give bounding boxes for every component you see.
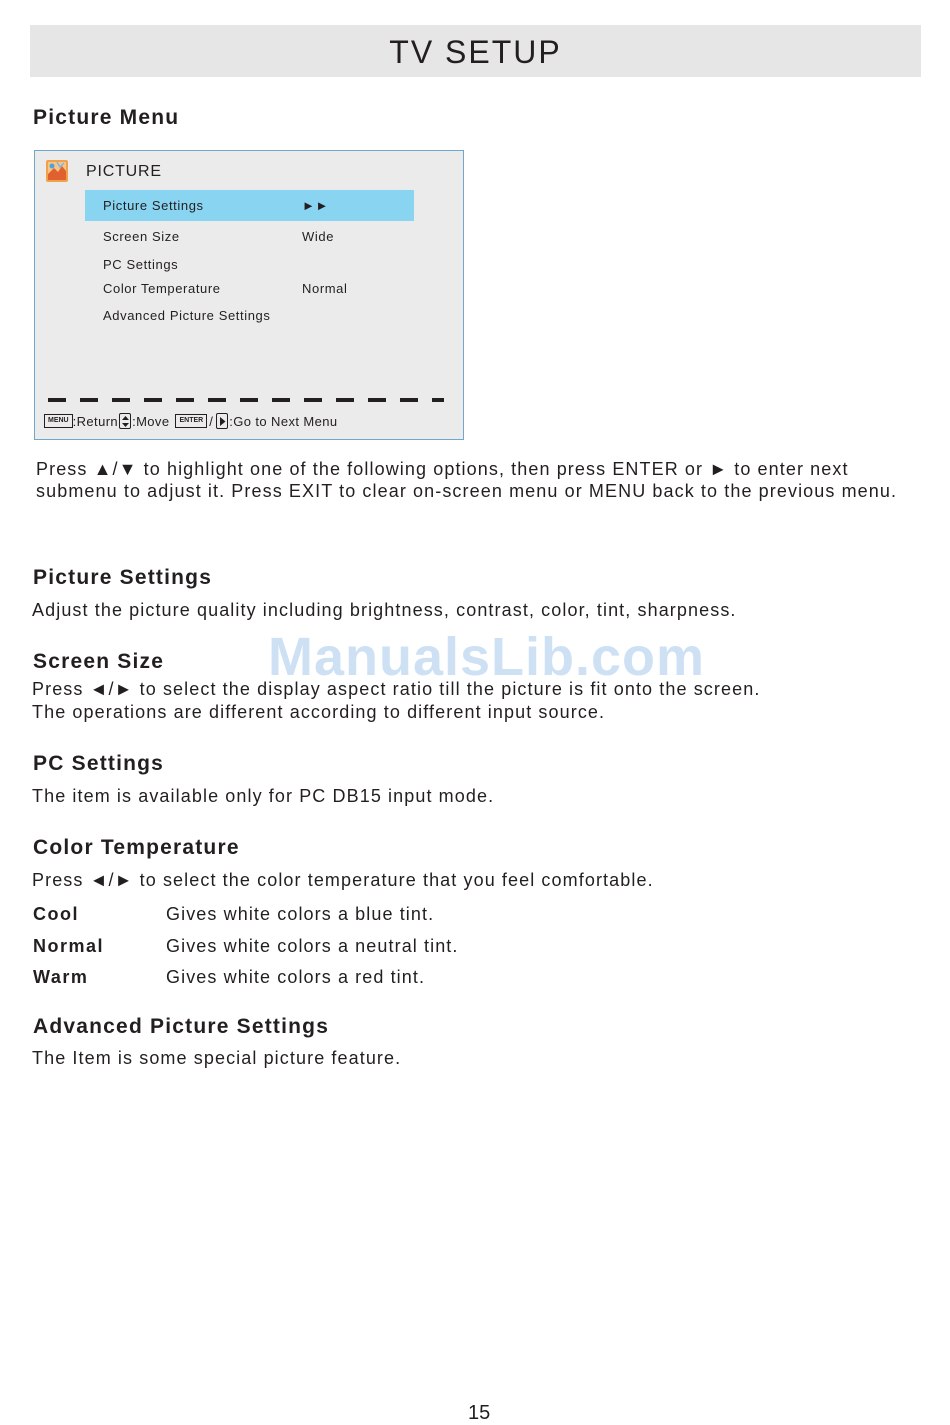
page-header [30,25,921,77]
picture-menu-heading: Picture Menu [33,106,180,129]
color-temperature-heading: Color Temperature [33,836,240,859]
menu-item-screen-size-value: Wide [302,229,335,244]
screen-size-heading: Screen Size [33,650,165,673]
next-menu-hint: :Go to Next Menu [229,413,338,429]
advanced-picture-settings-heading: Advanced Picture Settings [33,1015,330,1038]
watermark: ManualsLib.com [268,627,706,687]
temp-option-normal-desc: Gives white colors a neutral tint. [166,936,459,956]
pc-settings-heading: PC Settings [33,752,165,775]
menu-key-icon: MENU [44,414,73,428]
temp-option-normal: Normal [33,936,105,956]
menu-item-pc-settings[interactable]: PC Settings [103,257,179,272]
menu-item-color-temperature[interactable]: Color Temperature [103,281,221,296]
temp-option-warm: Warm [33,967,89,987]
picture-settings-heading: Picture Settings [33,566,213,589]
menu-instructions: Press ▲/▼ to highlight one of the following options, then press ENTER or ► to enter next submenu to adjust it. Press EXIT to clear on-screen menu or MENU back to the previous menu. [36,459,898,501]
page-title: TV SETUP [389,34,562,70]
move-hint: :Move [132,413,170,429]
picture-menu-logo-icon [45,159,69,183]
page-number: 15 [468,1402,491,1424]
temp-option-warm-desc: Gives white colors a red tint. [166,967,426,987]
advanced-picture-settings-text: The Item is some special picture feature. [32,1048,402,1068]
picture-settings-text: Adjust the picture quality including brightness, contrast, color, tint, sharpness. [32,600,737,620]
screen-size-text-line1: Press ◄/► to select the display aspect ratio till the picture is fit onto the screen. [32,679,761,699]
temp-option-cool-desc: Gives white colors a blue tint. [166,904,435,924]
screen-size-text-line2: The operations are different according to different input source. [32,702,606,722]
menu-item-advanced-picture-settings[interactable]: Advanced Picture Settings [103,308,271,323]
menu-item-picture-settings-arrows: ►► [302,198,329,213]
menu-dashed-divider [48,398,448,402]
key-separator: / [209,413,214,429]
picture-menu-title: PICTURE [86,163,162,180]
menu-item-picture-settings[interactable]: Picture Settings [103,198,204,213]
color-temperature-text: Press ◄/► to select the color temperature that you feel comfortable. [32,870,654,890]
enter-key-icon: ENTER [175,414,207,428]
up-down-key-icon [119,413,131,429]
pc-settings-text: The item is available only for PC DB15 input mode. [32,786,495,806]
menu-item-color-temperature-value: Normal [302,281,348,296]
temp-option-cool: Cool [33,904,79,924]
menu-footer-hints [44,412,338,430]
picture-menu-screen [34,150,464,440]
return-hint: :Return [72,413,119,429]
menu-item-screen-size[interactable]: Screen Size [103,229,180,244]
right-key-icon [216,413,228,429]
